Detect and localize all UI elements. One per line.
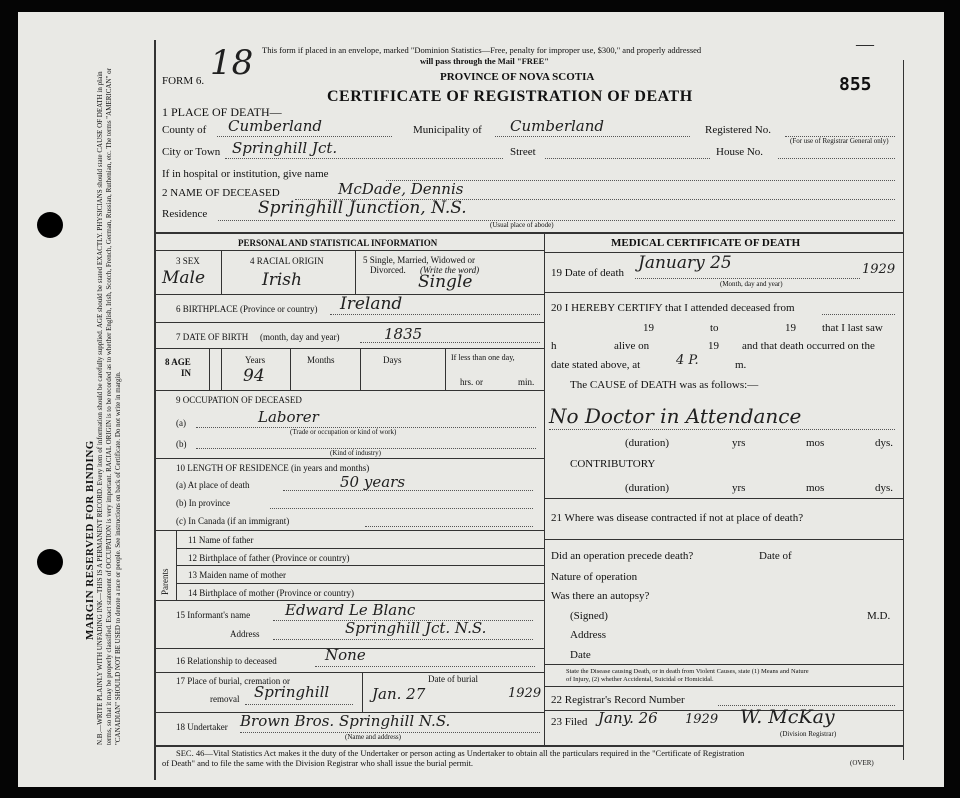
form-right-border bbox=[903, 60, 904, 760]
autopsy-label: Was there an autopsy? bbox=[551, 590, 650, 602]
binding-hole-bottom bbox=[37, 549, 63, 575]
age-div-5 bbox=[445, 348, 446, 390]
age-div-3 bbox=[290, 348, 291, 390]
deceased-name-label: 2 NAME OF DECEASED bbox=[162, 187, 280, 199]
province-title: PROVINCE OF NOVA SCOTIA bbox=[440, 71, 595, 83]
m-label: m. bbox=[735, 359, 747, 371]
mother-birthplace-label: 14 Birthplace of mother (Province or country) bbox=[188, 588, 354, 598]
marital-label-2: Divorced. bbox=[370, 265, 406, 275]
certificate-number: 855 bbox=[839, 74, 872, 95]
hrs-label: hrs. or bbox=[460, 377, 483, 387]
age-label: 8 AGE bbox=[165, 357, 191, 367]
racial-value: Irish bbox=[262, 270, 302, 290]
line-e bbox=[154, 390, 544, 391]
cause-value: No Doctor in Attendance bbox=[549, 404, 802, 428]
city-label: City or Town bbox=[162, 146, 221, 158]
grid-center bbox=[544, 232, 545, 746]
municipality-value: Cumberland bbox=[510, 117, 605, 135]
age-div-2 bbox=[221, 348, 222, 390]
line-race-div bbox=[355, 250, 356, 294]
res-b-line bbox=[270, 508, 533, 509]
registered-no-label: Registered No. bbox=[705, 124, 771, 136]
residence-value: Springhill Junction, N.S. bbox=[258, 198, 467, 218]
death-year-value: 1929 bbox=[862, 262, 896, 277]
line-d bbox=[154, 348, 544, 349]
operation-date-label: Date of bbox=[759, 550, 792, 562]
father-birthplace-label: 12 Birthplace of father (Province or country) bbox=[188, 553, 350, 563]
filed-label: 23 Filed bbox=[551, 716, 588, 728]
street-line bbox=[545, 158, 710, 159]
years-label: Years bbox=[245, 355, 266, 365]
age-div-4 bbox=[360, 348, 361, 390]
res-at-place: (a) At place of death bbox=[176, 480, 250, 490]
alive-19: 19 bbox=[708, 340, 719, 352]
county-label: County of bbox=[162, 124, 207, 136]
dys-1: dys. bbox=[875, 437, 894, 449]
res-in-province: (b) In province bbox=[176, 498, 230, 508]
undertaker-value: Brown Bros. Springhill N.S. bbox=[240, 712, 451, 730]
informant-address-value: Springhill Jct. N.S. bbox=[345, 619, 487, 637]
line-c bbox=[154, 322, 544, 323]
burial-label: 17 Place of burial, cremation or bbox=[176, 676, 290, 686]
date-of-death-label: 19 Date of death bbox=[551, 267, 624, 279]
r-line-c bbox=[544, 498, 903, 499]
burial-place-value: Springhill bbox=[254, 683, 330, 701]
to-label: to bbox=[710, 322, 719, 334]
personal-heading: PERSONAL AND STATISTICAL INFORMATION bbox=[238, 238, 438, 248]
informant-value: Edward Le Blanc bbox=[285, 601, 416, 619]
line-f bbox=[154, 458, 544, 459]
relationship-line bbox=[315, 666, 535, 667]
line-h3 bbox=[176, 583, 544, 584]
birthplace-label: 6 BIRTHPLACE bbox=[176, 304, 238, 314]
marital-label-1: 5 Single, Married, Widowed or bbox=[363, 255, 475, 265]
corner-dash-mark: — bbox=[856, 34, 874, 54]
father-name-label: 11 Name of father bbox=[188, 535, 254, 545]
age-div-1 bbox=[209, 348, 210, 390]
line-sex-div bbox=[221, 250, 222, 294]
informant-label: 15 Informant's name bbox=[176, 610, 251, 620]
handwritten-number: 18 bbox=[210, 43, 254, 83]
operation-label: Did an operation precede death? bbox=[551, 550, 694, 562]
certify-text: 20 I HEREBY CERTIFY that I attended deceased from bbox=[551, 302, 795, 314]
usual-place-note: (Usual place of abode) bbox=[490, 221, 554, 229]
residence-label: Residence bbox=[162, 208, 208, 220]
occupation-b: (b) bbox=[176, 439, 187, 449]
duration-1: (duration) bbox=[625, 437, 669, 449]
min-label: min. bbox=[518, 377, 535, 387]
occupation-value: Laborer bbox=[258, 408, 319, 426]
registrar-use-note: (For use of Registrar General only) bbox=[790, 137, 889, 145]
city-line bbox=[225, 158, 503, 159]
filed-date-value: Jany. 26 bbox=[598, 709, 658, 727]
burial-date-label: Date of burial bbox=[428, 674, 478, 684]
county-line bbox=[217, 136, 392, 137]
undertaker-label: 18 Undertaker bbox=[176, 722, 228, 732]
marital-value: Single bbox=[418, 272, 473, 292]
duration-2: (duration) bbox=[625, 482, 669, 494]
street-label: Street bbox=[510, 146, 536, 158]
city-value: Springhill Jct. bbox=[232, 139, 338, 157]
to-19: 19 bbox=[785, 322, 796, 334]
burial-date-value: Jan. 27 bbox=[372, 685, 426, 703]
burial-div bbox=[362, 672, 363, 712]
mos-1: mos bbox=[806, 437, 825, 449]
r-line-b bbox=[544, 292, 903, 293]
marital-hint: (Write the word) bbox=[420, 265, 480, 275]
form-number: FORM 6. bbox=[162, 75, 205, 87]
cause-line bbox=[549, 429, 895, 430]
line-j bbox=[154, 672, 544, 673]
envelope-notice: This form if placed in an envelope, marked "Dominion Statistics—Free, penalty for improper use, $300," and properly addressed bbox=[262, 45, 702, 55]
yrs-2: yrs bbox=[732, 482, 746, 494]
line-l bbox=[154, 745, 903, 747]
informant-address-line bbox=[273, 639, 533, 640]
res-a-line bbox=[283, 490, 533, 491]
r-line-f bbox=[544, 686, 903, 687]
dys-2: dys. bbox=[875, 482, 894, 494]
trade-hint: (Trade or occupation or kind of work) bbox=[290, 428, 397, 436]
line-g bbox=[154, 530, 544, 531]
death-date-line bbox=[635, 278, 860, 279]
mos-2: mos bbox=[806, 482, 825, 494]
registrar-signature: W. McKay bbox=[740, 706, 835, 728]
r-line-e bbox=[544, 664, 903, 665]
mother-maiden-label: 13 Maiden name of mother bbox=[188, 570, 286, 580]
deceased-name-value: McDade, Dennis bbox=[338, 180, 464, 198]
occupation-a: (a) bbox=[176, 418, 186, 428]
res-c-line bbox=[365, 526, 533, 527]
age-years-value: 94 bbox=[243, 366, 265, 386]
municipality-line bbox=[495, 136, 690, 137]
house-no-line bbox=[778, 158, 895, 159]
envelope-notice-free: will pass through the Mail "FREE" bbox=[420, 56, 550, 66]
less-than-day: If less than one day, bbox=[451, 353, 515, 362]
days-label: Days bbox=[383, 355, 402, 365]
dob-hint: (month, day and year) bbox=[260, 332, 340, 342]
time-value: 4 P. bbox=[676, 353, 699, 368]
medical-heading: MEDICAL CERTIFICATE OF DEATH bbox=[611, 237, 801, 249]
footer-over: (OVER) bbox=[850, 759, 874, 767]
footer-line-2: of Death" and to file the same with the Division Registrar who shall issue the burial permit. bbox=[162, 758, 474, 768]
dob-label: 7 DATE OF BIRTH bbox=[176, 332, 249, 342]
res-at-place-value: 50 years bbox=[340, 473, 406, 491]
line-h1 bbox=[176, 548, 544, 549]
line-h2 bbox=[176, 565, 544, 566]
removal-line bbox=[245, 704, 353, 705]
industry-hint: (Kind of industry) bbox=[330, 449, 381, 457]
violent-note-2: of Injury, (2) whether Accidental, Suicidal or Homicidal. bbox=[566, 676, 714, 683]
death-date-hint: (Month, day and year) bbox=[720, 280, 783, 288]
sex-value: Male bbox=[162, 268, 206, 288]
undertaker-hint: (Name and address) bbox=[345, 733, 401, 741]
division-registrar-hint: (Division Registrar) bbox=[780, 730, 837, 738]
medical-address-label: Address bbox=[570, 629, 607, 641]
date-stated: date stated above, at bbox=[551, 359, 641, 371]
alive-on: alive on bbox=[614, 340, 650, 352]
md-label: M.D. bbox=[867, 610, 891, 622]
residence-length-heading: 10 LENGTH OF RESIDENCE (in years and months) bbox=[176, 463, 370, 473]
birthplace-hint: (Province or country) bbox=[240, 304, 318, 314]
form-left-border bbox=[154, 40, 156, 780]
removal-label: removal bbox=[210, 694, 240, 704]
age-in: IN bbox=[181, 368, 192, 378]
burial-year-value: 1929 bbox=[508, 686, 542, 701]
grid-top bbox=[154, 232, 903, 234]
county-value: Cumberland bbox=[228, 117, 323, 135]
municipality-label: Municipality of bbox=[413, 124, 482, 136]
nature-label: Nature of operation bbox=[551, 571, 638, 583]
residence-line bbox=[218, 220, 895, 221]
occupation-heading: 9 OCCUPATION OF DECEASED bbox=[176, 395, 302, 405]
parents-label: Parents bbox=[160, 568, 170, 595]
death-occurred: and that death occurred on the bbox=[742, 340, 875, 352]
filed-year-value: 1929 bbox=[685, 712, 719, 727]
from-19: 19 bbox=[643, 322, 654, 334]
house-no-label: House No. bbox=[716, 146, 764, 158]
relationship-value: None bbox=[325, 646, 366, 664]
racial-label: 4 RACIAL ORIGIN bbox=[250, 256, 324, 266]
birthplace-line bbox=[330, 314, 540, 315]
res-in-canada: (c) In Canada (if an immigrant) bbox=[176, 516, 290, 526]
cause-label: The CAUSE of DEATH was as follows:— bbox=[570, 379, 759, 391]
hospital-label: If in hospital or institution, give name bbox=[162, 168, 329, 180]
margin-binding-label: MARGIN RESERVED FOR BINDING bbox=[84, 440, 96, 640]
certify-line bbox=[822, 314, 895, 315]
relationship-label: 16 Relationship to deceased bbox=[176, 656, 277, 666]
dob-value: 1835 bbox=[384, 325, 423, 343]
disease-contracted: 21 Where was disease contracted if not at place of death? bbox=[551, 512, 804, 524]
sex-label: 3 SEX bbox=[176, 256, 200, 266]
binding-hole-top bbox=[37, 212, 63, 238]
medical-date-label: Date bbox=[570, 649, 591, 661]
record-number-label: 22 Registrar's Record Number bbox=[551, 694, 685, 706]
months-label: Months bbox=[307, 355, 335, 365]
violent-note-1: State the Disease causing Death, or in death from Violent Causes, state (1) Means and Nature bbox=[566, 668, 809, 675]
date-of-death-value: January 25 bbox=[638, 253, 732, 273]
certificate-title: CERTIFICATE OF REGISTRATION OF DEATH bbox=[327, 88, 693, 105]
yrs-1: yrs bbox=[732, 437, 746, 449]
last-saw: that I last saw bbox=[822, 322, 883, 334]
birthplace-value: Ireland bbox=[340, 294, 403, 314]
h-label: h bbox=[551, 340, 557, 352]
line-a bbox=[154, 250, 544, 251]
r-line-d bbox=[544, 539, 903, 540]
margin-instructions: N.B.—WRITE PLAINLY WITH UNFADING INK—THIS IS A PERMANENT RECORD. Every item of information should be carefully supplied. AGE should be stated EXACTLY. PHYSICIANS should state CAUSE OF DEATH in plain terms, so that it may be properly classified. Exact statement of OCCUPATION is very important. RACIAL ORIGIN is to be recorded as to whether English, Irish, Scotch, French, German, Russian, Ruthenian, etc. The terms "AMERICAN" or "CANADIAN" SHOULD NOT BE USED to denote a race or people. See instructions on back of Certificate. Do not write in margin. bbox=[96, 68, 122, 745]
footer-line-1: SEC. 46—Vital Statistics Act makes it the duty of the Undertaker or person acting as Undertaker to obtain all the particulars required in the "Certificate of Registration bbox=[176, 748, 745, 758]
informant-address-label: Address bbox=[230, 629, 260, 639]
contributory-label: CONTRIBUTORY bbox=[570, 458, 656, 470]
place-of-death-heading: 1 PLACE OF DEATH— bbox=[162, 105, 282, 119]
signed-label: (Signed) bbox=[570, 610, 608, 622]
